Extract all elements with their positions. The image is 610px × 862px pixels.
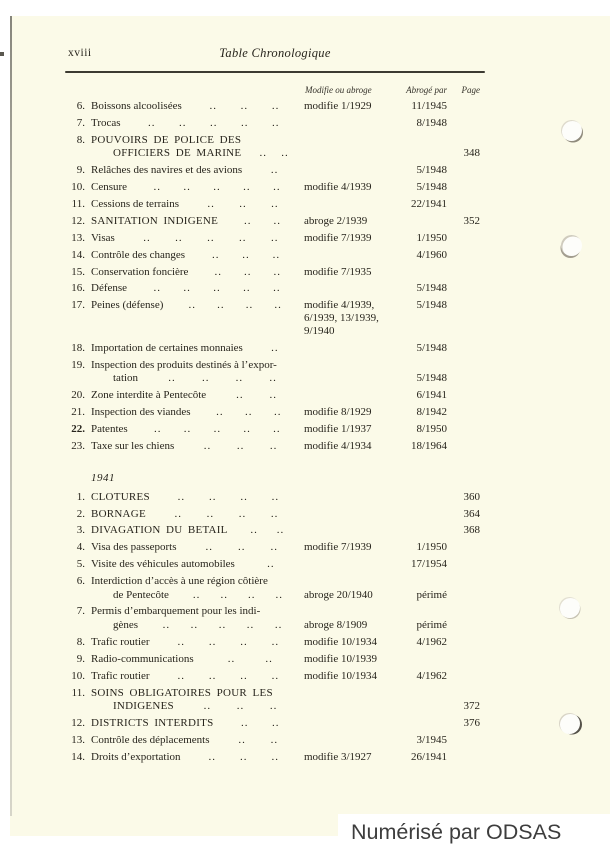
chronological-table	[65, 100, 485, 764]
page-number: 352	[463, 214, 480, 227]
abroge-value: périmé	[416, 618, 447, 631]
row-title	[91, 359, 303, 386]
title-line	[91, 508, 303, 522]
abroge-value: 8/1950	[416, 422, 447, 435]
title-line	[91, 232, 303, 246]
abroge-value: 5/1948	[416, 341, 447, 354]
abroge-value: 1/1950	[416, 231, 447, 244]
row-title	[91, 653, 303, 667]
row-title	[91, 636, 303, 650]
title-line	[91, 342, 303, 356]
table-row	[65, 359, 485, 386]
abroge-value: 1/1950	[416, 541, 447, 554]
abroge-value: 22/1941	[410, 197, 447, 210]
title-text: INDIGENES	[113, 700, 174, 713]
title-text: Taxe sur les chiens	[91, 439, 175, 452]
table-row	[65, 164, 485, 178]
row-title	[91, 440, 303, 454]
title-text: Droits d’exportation	[91, 750, 181, 763]
table-row	[65, 717, 485, 731]
leader-dots: .. .. ..	[209, 100, 280, 112]
column-header-page: Page	[461, 85, 480, 95]
row-title	[91, 249, 303, 263]
row-number: 5.	[76, 558, 85, 571]
leader-dots: .. ..	[244, 214, 282, 227]
row-title	[91, 605, 303, 632]
punch-hole	[561, 120, 582, 141]
table-row	[65, 751, 485, 765]
leader-dots: .. .. .. ..	[168, 372, 277, 385]
row-title	[91, 687, 303, 714]
column-header-modif: Modifie ou abroge	[305, 85, 372, 95]
title-text: Radio-communications	[91, 652, 194, 665]
title-text: Visite des véhicules automobiles	[91, 558, 235, 571]
row-number: 13.	[71, 733, 85, 746]
title-text: Trafic routier	[91, 669, 150, 682]
leader-dots: .. .. .. ..	[188, 299, 282, 312]
leader-dots: ..	[270, 164, 279, 177]
title-line	[91, 440, 303, 454]
row-title	[91, 198, 303, 212]
modif-value: modifie 1/1929	[304, 100, 372, 112]
table-row	[65, 636, 485, 650]
row-number: 2.	[76, 507, 85, 520]
modif-value: modifie 7/1939	[304, 541, 372, 554]
title-line	[91, 423, 303, 437]
leader-dots: .. .. ..	[208, 750, 279, 763]
leader-dots: .. .. .. .. ..	[162, 618, 283, 631]
table-row	[65, 215, 485, 229]
row-number: 6.	[76, 100, 85, 112]
title-line	[91, 717, 303, 731]
title-text: Peines (défense)	[91, 299, 164, 312]
leader-dots: .. .. .. ..	[177, 669, 280, 682]
leader-dots: .. ..	[250, 524, 285, 537]
spine-mark	[0, 52, 4, 56]
row-number: 13.	[71, 231, 85, 244]
modif-value: modifie 4/1939	[304, 181, 372, 194]
abroge-value: 4/1960	[416, 248, 447, 261]
abroge-value: 4/1962	[416, 635, 447, 648]
leader-dots: .. ..	[259, 147, 289, 160]
title-line	[91, 589, 303, 603]
modif-value: abroge 20/1940	[304, 589, 373, 602]
leader-dots: ..	[267, 558, 275, 571]
table-row	[65, 734, 485, 748]
leader-dots: .. .. .. .. ..	[153, 282, 281, 295]
row-title	[91, 117, 303, 131]
title-line	[91, 134, 303, 148]
title-text: Patentes	[91, 422, 128, 435]
row-number: 10.	[71, 669, 85, 682]
title-line	[91, 372, 303, 386]
title-text: SOINS OBLIGATOIRES POUR LES	[91, 686, 273, 699]
title-text: Visa des passeports	[91, 541, 177, 554]
running-head	[65, 46, 485, 62]
table-row	[65, 249, 485, 263]
row-title	[91, 508, 303, 522]
row-title	[91, 342, 303, 356]
title-line	[91, 266, 303, 280]
table-row	[65, 558, 485, 572]
title-text: Contrôle des déplacements	[91, 733, 210, 746]
page-number: 348	[463, 147, 480, 160]
title-line	[91, 558, 303, 572]
row-number: 20.	[71, 388, 85, 401]
row-title	[91, 423, 303, 437]
modif-value: abroge 2/1939	[304, 214, 368, 227]
title-line	[91, 524, 303, 538]
row-title	[91, 541, 303, 555]
leader-dots: .. .. ..	[216, 405, 282, 418]
table-row	[65, 389, 485, 403]
table-row	[65, 232, 485, 246]
abroge-value: 5/1948	[416, 164, 447, 177]
row-number: 4.	[76, 541, 85, 554]
leader-dots: .. .. ..	[203, 700, 278, 713]
table-row	[65, 491, 485, 505]
title-text: Zone interdite à Pentecôte	[91, 388, 207, 401]
title-line	[91, 359, 303, 373]
abroge-value: 11/1945	[411, 100, 447, 112]
leader-dots: .. .. .. .. ..	[153, 181, 281, 194]
row-title	[91, 266, 303, 280]
punch-hole	[559, 597, 580, 618]
table-row	[65, 605, 485, 632]
table-row	[65, 342, 485, 356]
leader-dots: .. .. ..	[207, 197, 279, 210]
modif-value: modifie 10/1934	[304, 669, 378, 682]
title-text: DIVAGATION DU BETAIL	[91, 524, 228, 537]
title-line	[91, 619, 303, 633]
row-number: 11.	[71, 197, 85, 210]
row-number: 17.	[71, 299, 85, 312]
page-number: 372	[463, 700, 480, 713]
title-text: BORNAGE	[91, 507, 146, 520]
title-line	[91, 249, 303, 263]
leader-dots: .. .. .. ..	[177, 490, 280, 503]
table-row	[65, 299, 485, 338]
row-number: 8.	[76, 635, 85, 648]
year-heading: 1941	[91, 472, 115, 485]
table-row	[65, 406, 485, 420]
modif-value: modifie 7/1935	[304, 265, 372, 278]
title-line	[91, 164, 303, 178]
leader-dots: .. ..	[236, 388, 278, 401]
row-number: 9.	[76, 652, 85, 665]
title-text: Inspection des produits destinés à l’expor-	[91, 358, 277, 371]
table-row	[65, 440, 485, 454]
row-title	[91, 406, 303, 420]
table-row	[65, 282, 485, 296]
modif-value: modifie 4/1934	[304, 439, 372, 452]
title-line	[91, 541, 303, 555]
row-number: 14.	[71, 750, 85, 763]
modif-value: abroge 8/1909	[304, 619, 368, 632]
modif-value: modifie 7/1939	[304, 231, 372, 244]
title-text: SANITATION INDIGENE	[91, 214, 219, 227]
row-number: 7.	[76, 605, 85, 618]
row-title	[91, 181, 303, 195]
row-title	[91, 717, 303, 731]
title-text: OFFICIERS DE MARINE	[113, 147, 242, 160]
title-text: Permis d’embarquement pour les indi-	[91, 605, 261, 618]
title-line	[91, 198, 303, 212]
table-row	[65, 524, 485, 538]
abroge-value: périmé	[416, 588, 447, 601]
page-number: 364	[463, 507, 480, 520]
table-row	[65, 687, 485, 714]
title-text: Trocas	[91, 116, 121, 129]
modif-value: modifie 4/1939, 6/1939, 13/1939, 9/1940	[304, 299, 379, 338]
row-title	[91, 670, 303, 684]
row-title	[91, 134, 303, 161]
column-header-abroge: Abrogé par	[406, 85, 447, 95]
leader-dots: .. .. .. .. ..	[148, 116, 280, 129]
leader-dots: .. .. ..	[211, 248, 281, 261]
row-number: 10.	[71, 181, 85, 194]
row-number: 16.	[71, 282, 85, 295]
page-content	[65, 46, 485, 768]
leader-dots: .. .. .. ..	[174, 507, 279, 520]
leader-dots: ..	[271, 341, 279, 354]
title-text: POUVOIRS DE POLICE DES	[91, 133, 242, 146]
leader-dots: .. .. ..	[205, 541, 278, 554]
title-line	[91, 605, 303, 619]
row-title	[91, 389, 303, 403]
title-text: Conservation foncière	[91, 265, 189, 278]
title-text: tation	[113, 372, 139, 385]
row-title	[91, 164, 303, 178]
title-line	[91, 751, 303, 765]
table-row	[65, 670, 485, 684]
table-row	[65, 198, 485, 212]
leader-dots: .. .. .. ..	[192, 588, 283, 601]
row-number: 12.	[71, 214, 85, 227]
row-number: 9.	[76, 164, 85, 177]
title-text: Défense	[91, 282, 128, 295]
folio-number: xviii	[68, 47, 92, 59]
row-number: 1.	[76, 490, 85, 503]
abroge-value: 5/1948	[416, 299, 447, 312]
title-text: gènes	[113, 618, 139, 631]
abroge-value: 3/1945	[416, 733, 447, 746]
row-title	[91, 734, 303, 748]
page-title: Table Chronologique	[219, 46, 331, 60]
table-row	[65, 181, 485, 195]
modif-value: modifie 8/1929	[304, 405, 372, 418]
row-number: 15.	[71, 265, 85, 278]
abroge-value: 8/1942	[416, 405, 447, 418]
title-text: Relâches des navires et des avions	[91, 164, 243, 177]
leader-dots: .. .. .. ..	[177, 635, 280, 648]
modif-value: modifie 10/1939	[304, 652, 378, 665]
title-line	[91, 670, 303, 684]
row-number: 14.	[71, 248, 85, 261]
row-title	[91, 524, 303, 538]
row-number: 21.	[71, 405, 85, 418]
abroge-value: 26/1941	[410, 750, 447, 763]
title-text: de Pentecôte	[113, 588, 169, 601]
row-number: 18.	[71, 341, 85, 354]
row-title	[91, 491, 303, 505]
title-text: Censure	[91, 181, 128, 194]
abroge-value: 4/1962	[416, 669, 447, 682]
title-line	[91, 282, 303, 296]
title-text: DISTRICTS INTERDITS	[91, 716, 214, 729]
title-text: Cessions de terrains	[91, 197, 179, 210]
abroge-value: 8/1948	[416, 116, 447, 129]
title-text: Inspection des viandes	[91, 405, 191, 418]
abroge-value: 6/1941	[416, 388, 447, 401]
page-number: 368	[463, 524, 480, 537]
abroge-value: 5/1948	[416, 282, 447, 295]
row-title	[91, 282, 303, 296]
leader-dots: .. .. .. .. ..	[153, 422, 281, 435]
title-line	[91, 299, 303, 313]
column-header-spacer	[65, 85, 303, 95]
book-spine-edge	[10, 16, 12, 816]
title-line	[91, 687, 303, 701]
column-headers	[65, 85, 485, 95]
abroge-value: 17/1954	[410, 558, 447, 571]
row-title	[91, 100, 303, 114]
header-rule	[65, 71, 485, 73]
leader-dots: .. ..	[227, 652, 273, 665]
table-row	[65, 117, 485, 131]
title-line	[91, 575, 303, 589]
row-number: 23.	[71, 439, 85, 452]
table-row	[65, 423, 485, 437]
row-title	[91, 215, 303, 229]
row-title	[91, 575, 303, 602]
punch-hole	[561, 235, 582, 256]
row-title	[91, 558, 303, 572]
title-line	[91, 491, 303, 505]
modif-value: modifie 3/1927	[304, 750, 372, 763]
title-line	[91, 653, 303, 667]
row-title	[91, 299, 303, 313]
title-text: CLOTURES	[91, 490, 150, 503]
title-line	[91, 389, 303, 403]
abroge-value: 18/1964	[410, 439, 447, 452]
leader-dots: .. .. ..	[214, 265, 281, 278]
title-line	[91, 147, 303, 161]
leader-dots: .. ..	[238, 733, 279, 746]
row-title	[91, 751, 303, 765]
row-number: 11.	[71, 686, 85, 699]
table-row	[65, 575, 485, 602]
row-number: 22.	[71, 422, 85, 435]
table-row	[65, 134, 485, 161]
title-text: Contrôle des changes	[91, 248, 186, 261]
table-row	[65, 266, 485, 280]
row-number: 12.	[71, 716, 85, 729]
title-text: Trafic routier	[91, 635, 150, 648]
title-line	[91, 700, 303, 714]
title-line	[91, 100, 303, 114]
abroge-value: 5/1948	[416, 372, 447, 385]
digitization-watermark: Numérisé par ODSAS	[351, 820, 562, 844]
modif-value: modifie 1/1937	[304, 422, 372, 435]
toc-section	[65, 491, 485, 765]
table-row	[65, 653, 485, 667]
title-text: Importation de certaines monnaies	[91, 341, 243, 354]
row-number: 7.	[76, 116, 85, 129]
table-row	[65, 100, 485, 114]
title-line	[91, 406, 303, 420]
title-line	[91, 181, 303, 195]
punch-hole	[559, 713, 580, 734]
table-row	[65, 541, 485, 555]
page-number: 376	[463, 716, 480, 729]
title-line	[91, 636, 303, 650]
row-number: 6.	[76, 575, 85, 588]
row-number: 19.	[71, 358, 85, 371]
page-number: 360	[463, 490, 480, 503]
title-line	[91, 734, 303, 748]
leader-dots: .. ..	[240, 716, 280, 729]
leader-dots: .. .. ..	[203, 439, 278, 452]
title-line	[91, 117, 303, 131]
row-title	[91, 232, 303, 246]
row-number: 3.	[76, 524, 85, 537]
abroge-value: 5/1948	[416, 181, 447, 194]
title-line	[91, 215, 303, 229]
title-text: Visas	[91, 231, 115, 244]
modif-value: modifie 10/1934	[304, 635, 378, 648]
title-text: Boissons alcoolisées	[91, 100, 182, 112]
row-number: 8.	[76, 133, 85, 146]
toc-section	[65, 100, 485, 453]
title-text: Interdiction d’accès à une région côtière	[91, 575, 268, 588]
table-row	[65, 508, 485, 522]
leader-dots: .. .. .. .. ..	[143, 231, 279, 244]
